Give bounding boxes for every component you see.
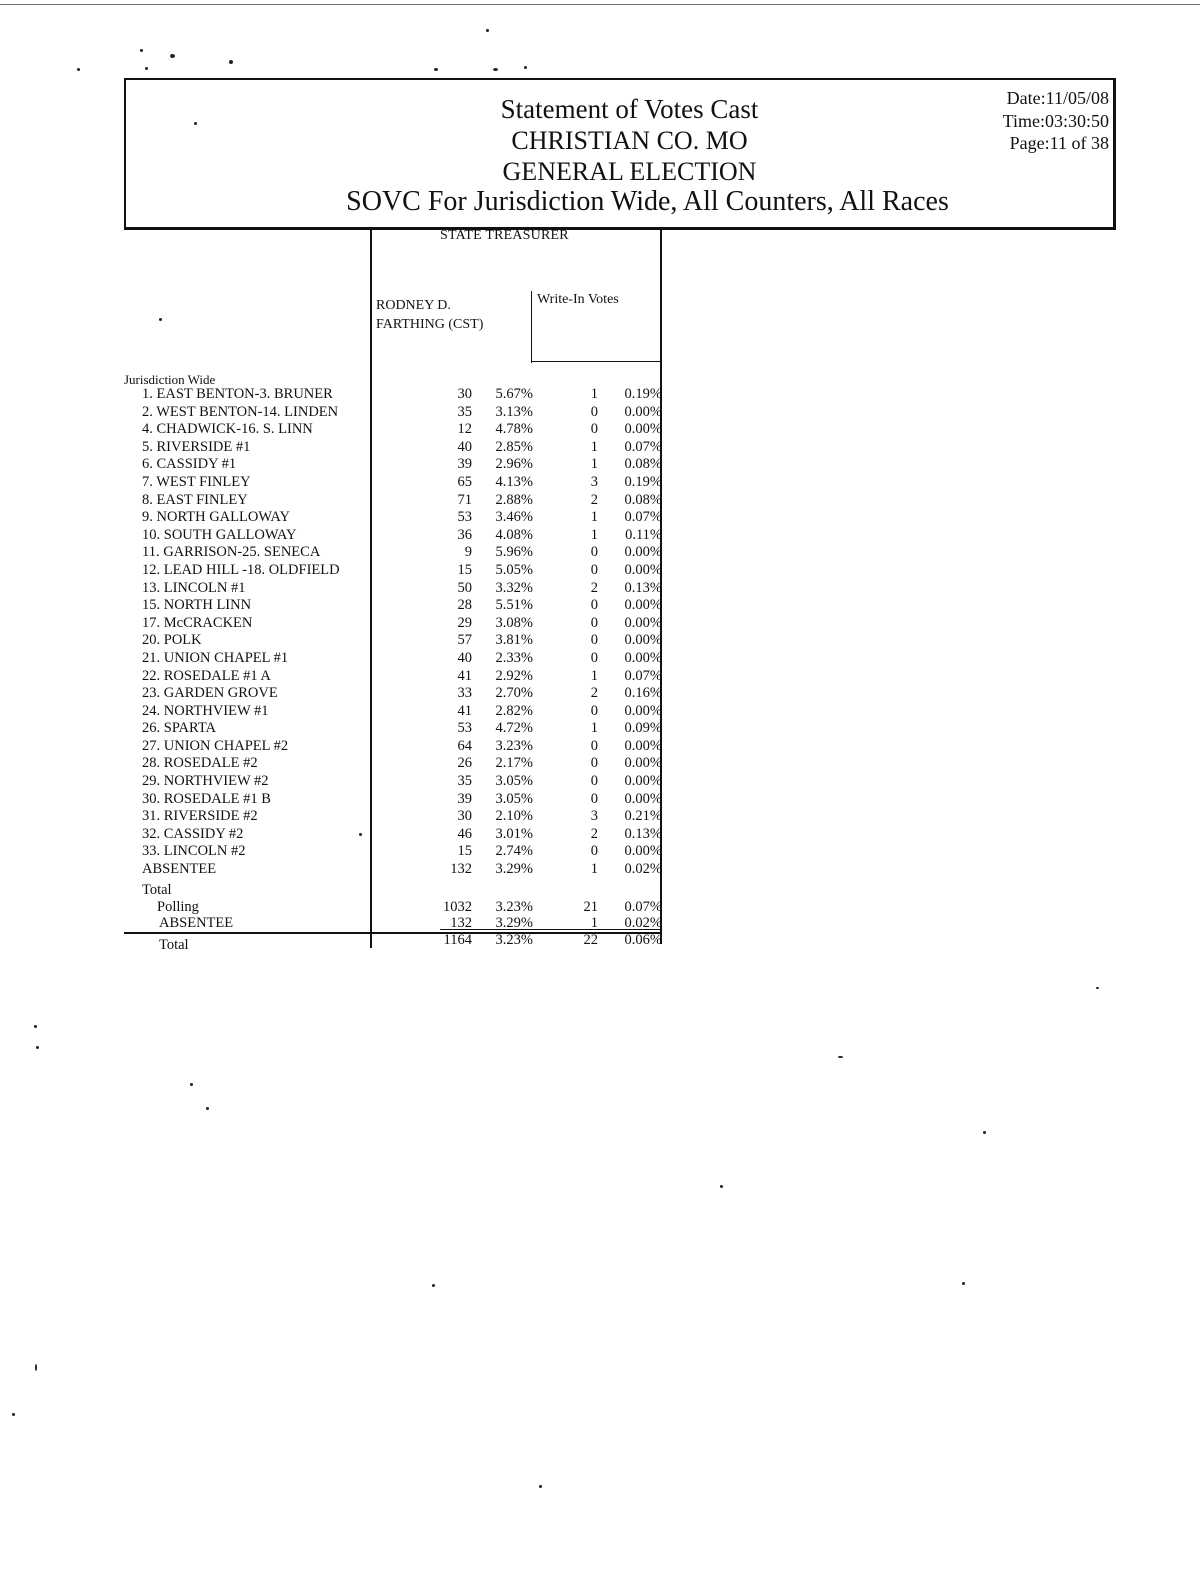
table-row — [0, 580, 680, 598]
table-row — [0, 843, 680, 861]
table-row — [0, 808, 680, 826]
scan-speck — [35, 1364, 37, 1371]
writein-votes: 0 — [590, 843, 598, 860]
table-row — [0, 720, 680, 738]
precinct-name: 24. NORTHVIEW #1 — [142, 702, 269, 719]
writein-header: Write-In Votes — [537, 292, 619, 307]
scan-speck — [34, 1025, 37, 1028]
candidate-name-line1: RODNEY D. — [376, 298, 451, 313]
writein-votes: 0 — [590, 773, 598, 790]
scan-speck — [1096, 987, 1099, 989]
precinct-name: 6. CASSIDY #1 — [142, 456, 237, 473]
header-underline — [532, 361, 660, 362]
candidate-percent: 2.74% — [495, 843, 533, 860]
summary-writein-votes: 22 — [583, 932, 598, 948]
summary-votes: 1032 — [443, 899, 472, 915]
table-row — [0, 562, 680, 580]
precinct-name: 4. CHADWICK-16. S. LINN — [142, 421, 313, 438]
candidate-percent: 3.46% — [495, 509, 533, 526]
precinct-name: 15. NORTH LINN — [142, 597, 252, 614]
candidate-percent: 3.01% — [495, 825, 533, 842]
scan-speck — [77, 68, 80, 71]
table-row — [0, 492, 680, 510]
header-column-divider — [531, 291, 532, 363]
precinct-name: 7. WEST FINLEY — [142, 473, 251, 490]
writein-percent: 0.00% — [624, 421, 662, 438]
candidate-votes: 9 — [464, 544, 472, 561]
scan-speck — [190, 1083, 193, 1086]
writein-percent: 0.00% — [624, 649, 662, 666]
precinct-name: 29. NORTHVIEW #2 — [142, 773, 269, 790]
precinct-rows — [0, 386, 680, 879]
writein-percent: 0.16% — [624, 685, 662, 702]
writein-votes: 2 — [590, 825, 598, 842]
table-row — [0, 597, 680, 615]
writein-votes: 1 — [590, 720, 598, 737]
precinct-name: 23. GARDEN GROVE — [142, 685, 278, 702]
writein-percent: 0.00% — [624, 755, 662, 772]
writein-percent: 0.07% — [624, 438, 662, 455]
report-header — [124, 78, 1116, 230]
candidate-votes: 132 — [450, 861, 472, 878]
writein-percent: 0.00% — [624, 597, 662, 614]
scan-speck — [486, 29, 489, 32]
writein-votes: 0 — [590, 544, 598, 561]
candidate-percent: 3.13% — [495, 403, 533, 420]
table-row — [0, 668, 680, 686]
writein-percent: 0.21% — [624, 808, 662, 825]
scan-speck — [12, 1413, 15, 1416]
candidate-votes: 33 — [457, 685, 472, 702]
candidate-votes: 65 — [457, 473, 472, 490]
scan-speck — [145, 67, 148, 70]
precinct-name: 11. GARRISON-25. SENECA — [142, 544, 321, 561]
totals-label: Total — [142, 882, 172, 898]
writein-votes: 0 — [590, 561, 598, 578]
writein-percent: 0.19% — [624, 386, 662, 402]
report-time: Time:03:30:50 — [1002, 111, 1109, 131]
writein-percent: 0.00% — [624, 632, 662, 649]
scan-speck — [539, 1485, 542, 1488]
writein-votes: 0 — [590, 702, 598, 719]
candidate-percent: 2.70% — [495, 685, 533, 702]
precinct-name: 22. ROSEDALE #1 A — [142, 667, 271, 684]
candidate-percent: 4.72% — [495, 720, 533, 737]
precinct-name: 8. EAST FINLEY — [142, 491, 248, 508]
writein-percent: 0.00% — [624, 702, 662, 719]
writein-percent: 0.00% — [624, 403, 662, 420]
candidate-votes: 15 — [457, 843, 472, 860]
table-row — [0, 544, 680, 562]
precinct-name: 26. SPARTA — [142, 720, 216, 737]
scan-speck — [170, 54, 175, 58]
table-row — [0, 650, 680, 668]
candidate-votes: 26 — [457, 755, 472, 772]
writein-votes: 0 — [590, 421, 598, 438]
summary-writein-percent: 0.07% — [624, 899, 662, 915]
candidate-name-line2: FARTHING (CST) — [376, 317, 484, 332]
summary-name: Total — [159, 937, 189, 953]
candidate-percent: 2.33% — [495, 649, 533, 666]
table-row — [0, 632, 680, 650]
table-row — [0, 404, 680, 422]
writein-percent: 0.02% — [624, 861, 662, 878]
scan-speck — [432, 1284, 435, 1287]
writein-percent: 0.08% — [624, 456, 662, 473]
writein-votes: 0 — [590, 597, 598, 614]
candidate-percent: 2.10% — [495, 808, 533, 825]
table-row — [0, 738, 680, 756]
writein-votes: 0 — [590, 790, 598, 807]
candidate-votes: 30 — [457, 808, 472, 825]
candidate-percent: 2.17% — [495, 755, 533, 772]
candidate-percent: 5.05% — [495, 561, 533, 578]
table-row — [0, 755, 680, 773]
candidate-percent: 5.96% — [495, 544, 533, 561]
summary-votes: 132 — [450, 915, 472, 931]
summary-writein-votes: 1 — [590, 915, 598, 931]
scan-speck — [159, 318, 162, 321]
writein-votes: 1 — [590, 861, 598, 878]
precinct-name: 9. NORTH GALLOWAY — [142, 509, 291, 526]
precinct-name: 17. McCRACKEN — [142, 614, 253, 631]
table-row — [0, 456, 680, 474]
writein-votes: 0 — [590, 632, 598, 649]
writein-votes: 2 — [590, 579, 598, 596]
candidate-percent: 3.08% — [495, 614, 533, 631]
summary-writein-percent: 0.06% — [624, 932, 662, 948]
candidate-votes: 64 — [457, 737, 472, 754]
candidate-votes: 50 — [457, 579, 472, 596]
writein-percent: 0.00% — [624, 737, 662, 754]
summary-percent: 3.29% — [495, 915, 533, 931]
writein-votes: 1 — [590, 456, 598, 473]
writein-votes: 2 — [590, 491, 598, 508]
summary-writein-votes: 21 — [583, 899, 598, 915]
writein-percent: 0.09% — [624, 720, 662, 737]
writein-percent: 0.00% — [624, 773, 662, 790]
writein-percent: 0.13% — [624, 579, 662, 596]
precinct-name: 2. WEST BENTON-14. LINDEN — [142, 403, 339, 420]
summary-percent: 3.23% — [495, 932, 533, 948]
candidate-votes: 28 — [457, 597, 472, 614]
candidate-votes: 57 — [457, 632, 472, 649]
summary-votes: 1164 — [443, 932, 472, 948]
scan-speck — [720, 1185, 723, 1188]
writein-votes: 1 — [590, 667, 598, 684]
writein-votes: 0 — [590, 755, 598, 772]
summary-writein-percent: 0.02% — [624, 915, 662, 931]
precinct-name: 33. LINCOLN #2 — [142, 843, 246, 860]
scan-speck — [838, 1056, 843, 1058]
summary-name: ABSENTEE — [159, 915, 234, 931]
report-date: Date:11/05/08 — [1006, 88, 1109, 108]
candidate-percent: 3.81% — [495, 632, 533, 649]
candidate-votes: 41 — [457, 667, 472, 684]
report-title: Statement of Votes Cast — [500, 94, 759, 124]
precinct-name: 31. RIVERSIDE #2 — [142, 808, 258, 825]
candidate-header — [376, 296, 483, 334]
writein-votes: 2 — [590, 685, 598, 702]
summary-name: Polling — [157, 899, 199, 915]
table-row — [0, 703, 680, 721]
writein-votes: 0 — [590, 614, 598, 631]
candidate-votes: 46 — [457, 825, 472, 842]
table-row — [0, 773, 680, 791]
candidate-votes: 12 — [457, 421, 472, 438]
candidate-votes: 30 — [457, 386, 472, 402]
scan-speck — [206, 1107, 209, 1110]
precinct-name: 20. POLK — [142, 632, 202, 649]
candidate-percent: 4.78% — [495, 421, 533, 438]
candidate-votes: 29 — [457, 614, 472, 631]
county-name: CHRISTIAN CO. MO — [511, 126, 748, 155]
summary-row-absentee — [0, 915, 680, 933]
summary-percent: 3.23% — [495, 899, 533, 915]
table-row — [0, 615, 680, 633]
table-row — [0, 509, 680, 527]
writein-percent: 0.00% — [624, 614, 662, 631]
precinct-name: 27. UNION CHAPEL #2 — [142, 737, 289, 754]
table-row — [0, 439, 680, 457]
writein-votes: 3 — [590, 808, 598, 825]
candidate-votes: 41 — [457, 702, 472, 719]
candidate-percent: 3.32% — [495, 579, 533, 596]
candidate-percent: 5.67% — [495, 386, 533, 402]
scan-speck — [962, 1282, 965, 1285]
table-row — [0, 421, 680, 439]
table-row — [0, 861, 680, 879]
scan-speck — [434, 68, 438, 71]
scan-speck — [36, 1046, 39, 1049]
writein-votes: 1 — [590, 509, 598, 526]
writein-percent: 0.07% — [624, 509, 662, 526]
candidate-votes: 53 — [457, 509, 472, 526]
summary-row-total — [0, 932, 680, 953]
writein-votes: 0 — [590, 403, 598, 420]
candidate-votes: 35 — [457, 403, 472, 420]
writein-votes: 0 — [590, 737, 598, 754]
writein-votes: 0 — [590, 649, 598, 666]
precinct-name: 32. CASSIDY #2 — [142, 825, 244, 842]
writein-percent: 0.08% — [624, 491, 662, 508]
precinct-name: 12. LEAD HILL -18. OLDFIELD — [142, 561, 340, 578]
scan-speck — [140, 49, 143, 52]
writein-percent: 0.00% — [624, 544, 662, 561]
election-name: GENERAL ELECTION — [502, 157, 757, 186]
precinct-name: ABSENTEE — [142, 861, 217, 878]
candidate-percent: 3.05% — [495, 790, 533, 807]
scan-speck — [493, 68, 498, 71]
precinct-name: 30. ROSEDALE #1 B — [142, 790, 271, 807]
scan-speck — [229, 60, 233, 64]
candidate-percent: 2.85% — [495, 438, 533, 455]
precinct-name: 1. EAST BENTON-3. BRUNER — [142, 386, 333, 402]
candidate-percent: 3.29% — [495, 861, 533, 878]
precinct-name: 13. LINCOLN #1 — [142, 579, 246, 596]
candidate-percent: 4.08% — [495, 526, 533, 543]
candidate-votes: 53 — [457, 720, 472, 737]
candidate-percent: 3.05% — [495, 773, 533, 790]
candidate-votes: 39 — [457, 456, 472, 473]
writein-percent: 0.00% — [624, 561, 662, 578]
table-row — [0, 791, 680, 809]
table-row — [0, 386, 680, 404]
writein-percent: 0.00% — [624, 843, 662, 860]
writein-percent: 0.11% — [625, 526, 662, 543]
writein-percent: 0.00% — [624, 790, 662, 807]
writein-percent: 0.13% — [624, 825, 662, 842]
writein-votes: 3 — [590, 473, 598, 490]
top-edge-rule — [0, 4, 1200, 5]
candidate-votes: 36 — [457, 526, 472, 543]
precinct-name: 28. ROSEDALE #2 — [142, 755, 258, 772]
candidate-votes: 35 — [457, 773, 472, 790]
page-number: Page:11 of 38 — [1009, 133, 1109, 153]
precinct-name: 10. SOUTH GALLOWAY — [142, 526, 297, 543]
scan-speck — [983, 1131, 986, 1134]
precinct-name: 5. RIVERSIDE #1 — [142, 438, 251, 455]
writein-percent: 0.19% — [624, 473, 662, 490]
candidate-percent: 4.13% — [495, 473, 533, 490]
candidate-percent: 2.96% — [495, 456, 533, 473]
table-row — [0, 685, 680, 703]
candidate-percent: 3.23% — [495, 737, 533, 754]
scan-speck — [524, 66, 527, 69]
table-row — [0, 527, 680, 545]
writein-votes: 1 — [590, 526, 598, 543]
candidate-votes: 15 — [457, 561, 472, 578]
candidate-votes: 39 — [457, 790, 472, 807]
candidate-votes: 71 — [457, 491, 472, 508]
report-subtitle: SOVC For Jurisdiction Wide, All Counters, All Races — [346, 186, 949, 217]
candidate-percent: 2.82% — [495, 702, 533, 719]
jurisdiction-label: Jurisdiction Wide — [124, 372, 216, 387]
candidate-percent: 5.51% — [495, 597, 533, 614]
race-title: STATE TREASURER — [440, 228, 569, 243]
writein-percent: 0.07% — [624, 667, 662, 684]
candidate-percent: 2.88% — [495, 491, 533, 508]
precinct-name: 21. UNION CHAPEL #1 — [142, 649, 289, 666]
table-row — [0, 826, 680, 844]
table-row — [0, 474, 680, 492]
writein-votes: 1 — [590, 386, 598, 402]
candidate-votes: 40 — [457, 438, 472, 455]
candidate-votes: 40 — [457, 649, 472, 666]
writein-votes: 1 — [590, 438, 598, 455]
candidate-percent: 2.92% — [495, 667, 533, 684]
